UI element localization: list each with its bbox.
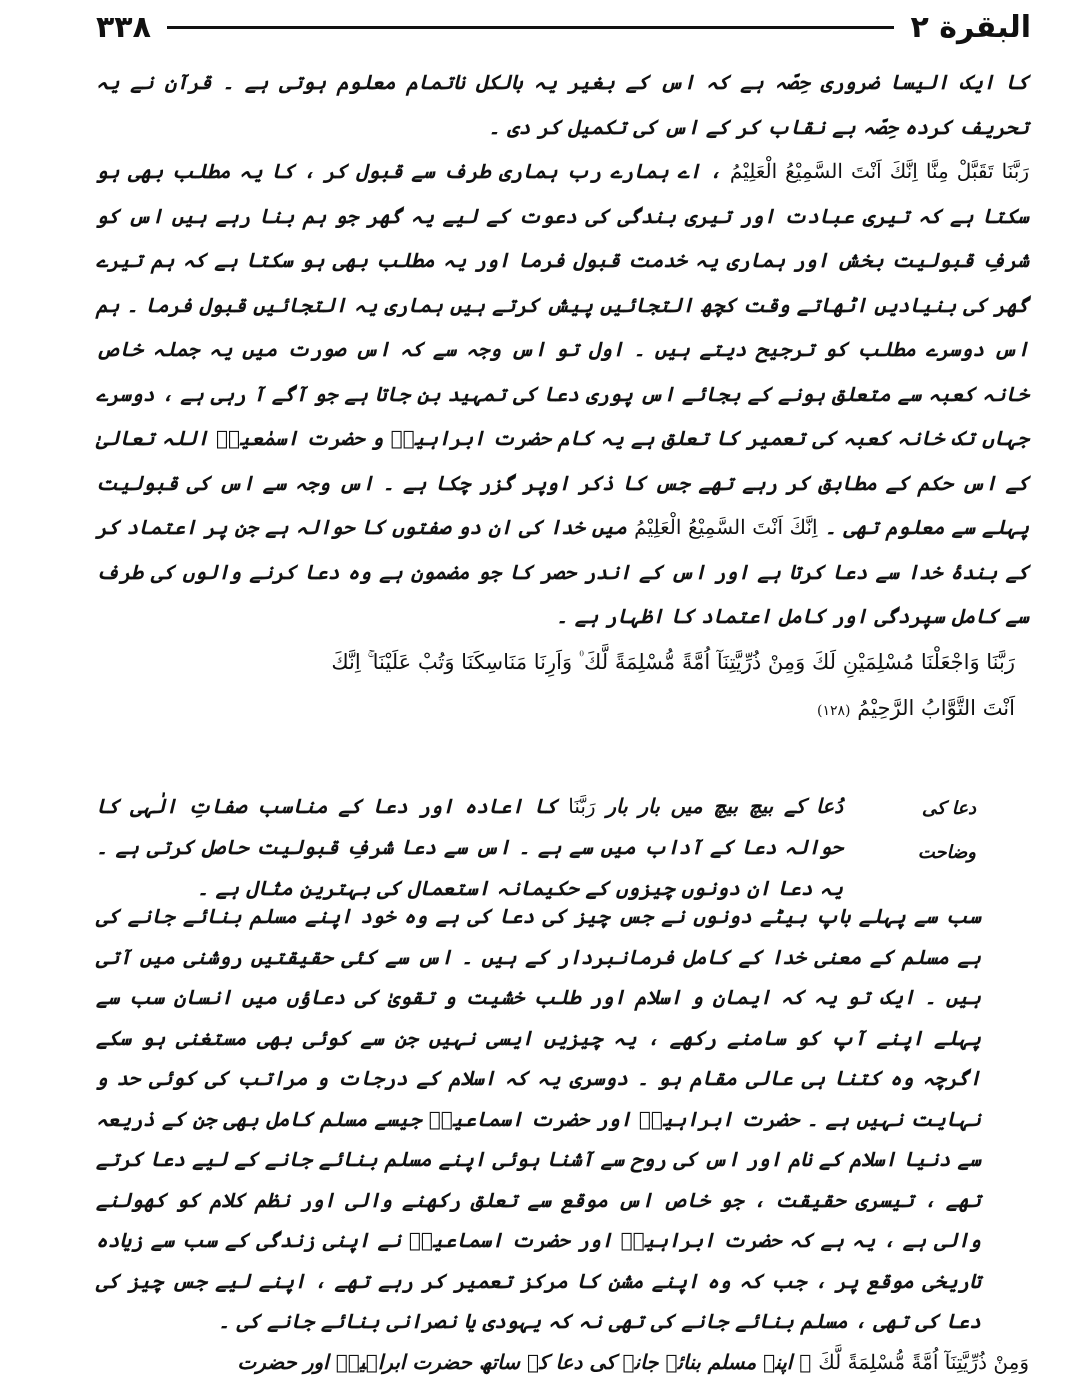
quran-quote: رَبَّنَا تَقَبَّلْ مِنَّا اِنَّكَ اَنْتَ السَّمِيْعُ الْعَلِيْمُ (729, 159, 1030, 183)
body-upper (96, 60, 1029, 780)
paragraph-6-text: ۔ اپنے مسلم بنائے جانے کی دعا کے ساتھ حضرت ابراہیمؑ اور حضرت (237, 1349, 812, 1374)
verse-number: (۱۲۸) (817, 702, 851, 719)
verse-128 (96, 639, 1029, 734)
paragraph-2-text: ، اے ہمارے رب ہماری طرف سے قبول کر ، کا یہ مطلب بھی ہو سکتا ہے کہ تیری عبادت اور تیری بندگی کی دعوت کے لیے یہ گھر جو ہم بنا رہے ہیں اس کو شرفِ قبولیت بخش اور ہماری یہ خدمت قبول فرما اور یہ مطلب بھی ہو سکتا ہے کہ ہم تیرے گھر کی بنیادیں اٹھاتے وقت کچھ التجائیں پیش کرتے ہیں ہماری یہ التجائیں قبول فرما ۔ ہم اس دوسرے مطلب کو ترجیح دیتے ہیں ۔ اول تو اس وجہ سے کہ اس صورت میں یہ جملہ خاص خانہ کعبہ سے متعلق ہونے کے بجائے اس پوری دعا کی تمہید بن جاتا ہے جو آگے آ رہی ہے ، دوسرے جہاں تک خانہ کعبہ کی تعمیر کا تعلق ہے یہ کام حضرت ابراہیمؑ و حضرت اسمٰعیلؑ اللہ تعالیٰ کے اس حکم کے مطابق کر رہے تھے جس کا ذکر اوپر گزر چکا ہے ۔ اس وجہ سے اس کی قبولیت پہلے سے معلوم تھی ۔ (96, 159, 1030, 539)
quran-quote: اِنَّكَ اَنْتَ السَّمِيْعُ الْعَلِيْمُ (634, 515, 818, 539)
paragraph-5-text: سب سے پہلے باپ بیٹے دونوں نے جس چیز کی دعا کی ہے وہ خود اپنے مسلم بنائے جانے کی ہے مسلم کے معنی خدا کے کامل فرمانبردار کے ہیں ۔ اس سے کئی حقیقتیں روشنی میں آتی ہیں ۔ ایک تو یہ کہ ایمان و اسلام اور طلب خشیت و تقویٰ کی دعاؤں میں انسان سب سے پہلے اپنے آپ کو سامنے رکھے ، یہ چیزیں ایسی نہیں جن سے کوئی بھی مستغنی ہو سکے اگرچہ وہ کتنا ہی عالی مقام ہو ۔ دوسری یہ کہ اسلام کے درجات و مراتب کی کوئی حد و نہایت نہیں ہے ۔ حضرت ابراہیمؑ اور حضرت اسماعیلؑ جیسے مسلم کامل بھی جن کے ذریعہ سے دنیا اسلام کے نام اور اس کی روح سے آشنا ہوئی اپنے مسلم بنائے جانے کے لیے دعا کرتے تھے ، تیسری حقیقت ، جو خاص اس موقع سے تعلق رکھنے والی اور نظم کلام کو کھولنے والی ہے ، یہ ہے کہ حضرت ابراہیمؑ اور حضرت اسماعیلؑ نے اپنی زندگی کے سب سے زیادہ تاریخی موقع پر ، جب کہ وہ اپنے مشن کا مرکز تعمیر کر رہے تھے ، اپنے لیے جس چیز کی دعا کی تھی ، مسلم بنائے جانے کی تھی نہ کہ یہودی یا نصرانی بنائے جانے کی ۔ (96, 904, 981, 1333)
header-rule (167, 26, 895, 29)
verse-line-1: رَبَّنَا وَاجْعَلْنَا مُسْلِمَيْنِ لَكَ وَمِنْ ذُرِّيَّتِنَآ اُمَّةً مُّسْلِمَةً لَّكَ ۠ وَاَرِنَا مَنَاسِكَنَا وَتُبْ عَلَيْنَا ۚ اِنَّكَ (331, 649, 1015, 674)
paragraph-6 (96, 1342, 1029, 1383)
page-header (96, 4, 1031, 50)
paragraph-1-text: کا ایک الیسا ضروری حِصّہ ہے کہ اس کے بغیر یہ بالکل ناتمام معلوم ہوتی ہے ۔ قرآن نے یہ تحریف کردہ حِصّہ بے نقاب کر کے اس کی تکمیل کر دی ۔ (96, 70, 1029, 139)
page-number: ۳۳۸ (96, 9, 151, 45)
paragraph-3-text: میں خدا کی ان دو صفتوں کا حوالہ ہے جن پر اعتماد کر کے بندۂ خدا سے دعا کرتا ہے اور اس کے اندر حصر کا جو مضمون ہے وہ دعا کرنے والوں کی طرف سے کامل سپردگی اور کامل اعتماد کا اظہار ہے ۔ (96, 515, 1029, 628)
paragraph-4-text-b: کا اعادہ اور دعا کے مناسب صفاتِ الٰہی کا حوالہ دعا کے آداب میں سے ہے ۔ اس سے دعا شرفِ قبولیت حاصل کرتی ہے ۔ یہ دعا ان دونوں چیزوں کے حکیمانہ استعمال کی بہترین مثال ہے ۔ (96, 794, 843, 900)
paragraph-4 (96, 786, 891, 900)
paragraph-1 (96, 60, 1029, 149)
paragraph-5 (96, 896, 1029, 1342)
paragraph-4-text-a: دُعا کے بیچ بیچ میں بار بار (606, 794, 844, 818)
margin-heading: دعا کی وضاحت (917, 798, 976, 863)
surah-title: البقرة ۲ (910, 9, 1031, 45)
paragraph-2 (96, 149, 1029, 639)
quran-quote: وَمِنْ ذُرِّيَّتِنَآ اُمَّةً مُّسْلِمَةً لَّكَ (818, 1349, 1029, 1374)
quran-quote: رَبَّنَا (568, 794, 596, 818)
verse-line-2: اَنْتَ التَّوَّابُ الرَّحِيْمُ (857, 695, 1015, 720)
body-lower (96, 896, 1029, 1381)
